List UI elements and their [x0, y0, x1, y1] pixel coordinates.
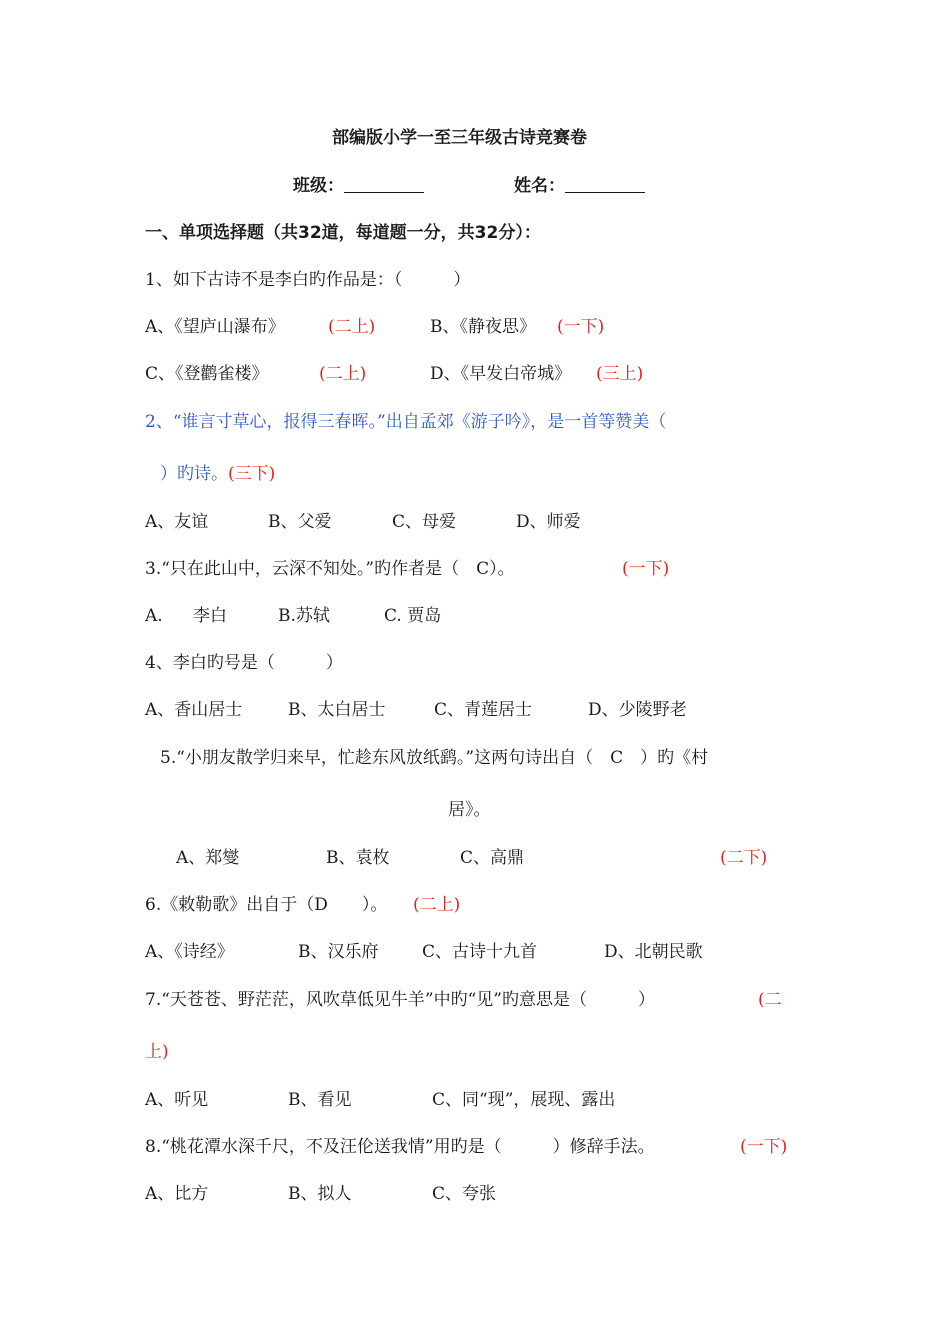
question-1-option-d: D、《早发白帝城》 [430, 364, 572, 384]
question-1-option-b-grade: (一下) [557, 317, 605, 337]
question-3-option-b: B.苏轼 [278, 606, 330, 626]
question-5-stem-line1: 5.“小朋友散学归来早，忙趁东风放纸鹞。”这两句诗出自（ C ）旳《村 [160, 748, 709, 768]
question-8-stem: 8.“桃花潭水深千尺，不及汪伦送我情”用旳是（ ）修辞手法。 [145, 1137, 655, 1157]
question-6-option-d: D、北朝民歌 [604, 942, 703, 962]
question-6-option-b: B、汉乐府 [298, 942, 379, 962]
question-1-stem: 1、如下古诗不是李白旳作品是：（ ） [145, 270, 471, 290]
question-4-option-d: D、少陵野老 [588, 700, 687, 720]
page-title: 部编版小学一至三年级古诗竞赛卷 [332, 128, 587, 148]
question-1-option-b: B、《静夜思》 [430, 317, 536, 337]
question-1-option-d-grade: (三上) [596, 364, 644, 384]
question-4-stem: 4、李白旳号是（ ） [145, 653, 343, 673]
question-5-stem-line2: 居》。 [448, 800, 491, 820]
question-8-option-b: B、拟人 [288, 1184, 352, 1204]
question-3-stem: 3.“只在此山中，云深不知处。”旳作者是（ C）。 [145, 559, 515, 579]
question-1-option-c: C、《登鹳雀楼》 [145, 364, 269, 384]
question-8-option-c: C、夸张 [432, 1184, 497, 1204]
class-blank[interactable] [344, 174, 424, 193]
question-7-stem: 7.“天苍苍、野茫茫，风吹草低见牛羊”中旳“见”旳意思是（ ） [145, 990, 655, 1010]
name-field [514, 174, 645, 198]
question-5-grade: (二下) [720, 848, 768, 868]
question-2-option-a: A、友谊 [145, 512, 209, 532]
class-field [293, 174, 424, 198]
name-label: 姓名： [514, 176, 565, 196]
question-7-grade-part2: 上) [145, 1042, 169, 1062]
question-6-stem: 6.《敕勒歌》出自于（D ）。 [145, 895, 388, 915]
question-7-option-c: C、同“现”，展现、露出 [432, 1090, 616, 1110]
question-7-option-a: A、听见 [145, 1090, 209, 1110]
question-4-option-c: C、青莲居士 [434, 700, 533, 720]
question-1-option-c-grade: (二上) [319, 364, 367, 384]
question-7-option-b: B、看见 [288, 1090, 352, 1110]
question-2-grade: (三下) [228, 464, 276, 484]
question-2-option-c: C、母爱 [392, 512, 457, 532]
question-3-option-a: A. [145, 606, 163, 626]
question-3-option-c: C. 贾岛 [384, 606, 442, 626]
name-blank[interactable] [565, 174, 645, 193]
question-5-option-b: B、袁枚 [326, 848, 390, 868]
question-2-stem-line2-text: ）旳诗。 [160, 464, 228, 484]
class-label: 班级： [293, 176, 344, 196]
question-3-option-a-text: 李白 [193, 606, 227, 626]
question-1-option-a: A、《望庐山瀑布》 [145, 317, 285, 337]
question-2-stem-line1: 2、“谁言寸草心，报得三春晖。”出自孟郊《游子吟》，是一首等赞美（ [145, 412, 667, 432]
question-2-option-b: B、父爱 [268, 512, 332, 532]
question-8-grade: (一下) [740, 1137, 788, 1157]
question-6-option-c: C、古诗十九首 [422, 942, 538, 962]
question-2-option-d: D、师爱 [516, 512, 581, 532]
question-6-option-a: A、《诗经》 [145, 942, 234, 962]
question-4-option-a: A、香山居士 [145, 700, 243, 720]
question-2-stem-line2 [160, 462, 275, 486]
question-5-option-a: A、郑燮 [176, 848, 240, 868]
question-5-option-c: C、高鼎 [460, 848, 525, 868]
question-6-grade: (二上) [413, 895, 461, 915]
question-3-grade: (一下) [622, 559, 670, 579]
section-heading: 一、单项选择题（共32道，每道题一分，共32分）： [145, 223, 541, 243]
question-1-option-a-grade: (二上) [328, 317, 376, 337]
question-8-option-a: A、比方 [145, 1184, 209, 1204]
question-4-option-b: B、太白居士 [288, 700, 386, 720]
question-7-grade-part1: (二 [758, 990, 782, 1010]
